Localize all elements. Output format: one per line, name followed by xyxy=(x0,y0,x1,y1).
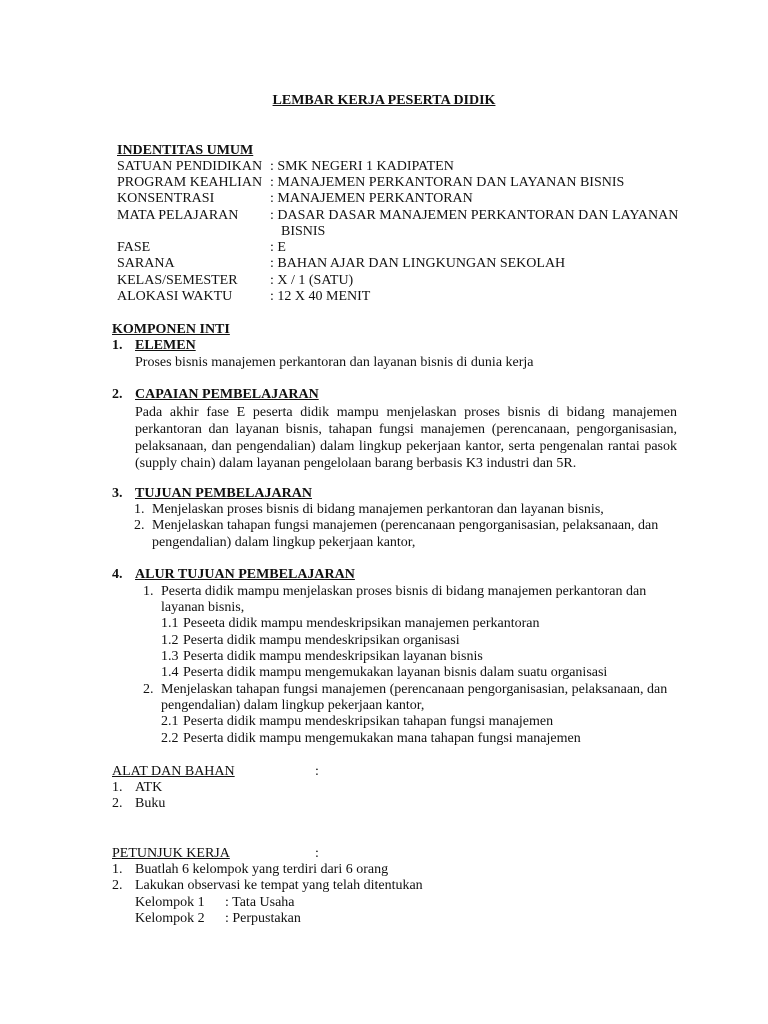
section-title: ALUR TUJUAN PEMBELAJARAN xyxy=(135,567,355,582)
sub-list-text: Peseeta didik mampu mendeskripsikan manajemen perkantoran xyxy=(183,616,540,631)
info-label: SATUAN PENDIDIKAN xyxy=(117,159,263,174)
list-number: 1. xyxy=(112,780,123,795)
info-value: BISNIS xyxy=(281,224,326,239)
section-number: 3. xyxy=(112,486,123,501)
list-text: Lakukan observasi ke tempat yang telah ditentukan xyxy=(135,878,423,893)
sub-list-number: 1.1 xyxy=(161,616,179,631)
elemen-text: Proses bisnis manajemen perkantoran dan layanan bisnis di dunia kerja xyxy=(135,355,534,370)
list-number: 2. xyxy=(143,682,154,697)
sub-list-text: Peserta didik mampu mendeskripsikan organisasi xyxy=(183,633,460,648)
section-title: CAPAIAN PEMBELAJARAN xyxy=(135,387,319,402)
section-number: 4. xyxy=(112,567,123,582)
sub-list-text: Peserta didik mampu mendeskripsikan layanan bisnis xyxy=(183,649,483,664)
section-number: 2. xyxy=(112,387,123,402)
kelompok-value: : Tata Usaha xyxy=(225,895,295,910)
sub-list-number: 1.3 xyxy=(161,649,179,664)
sub-list-number: 2.2 xyxy=(161,731,179,746)
sub-list-text: Peserta didik mampu mengemukakan mana tahapan fungsi manajemen xyxy=(183,731,581,746)
info-value: : X / 1 (SATU) xyxy=(270,273,354,288)
list-text: Menjelaskan tahapan fungsi manajemen (perencanaan pengorganisasian, pelaksanaan, dan xyxy=(152,518,659,533)
list-number: 2. xyxy=(134,518,145,533)
petunjuk-colon: : xyxy=(315,846,319,861)
komponen-heading: KOMPONEN INTI xyxy=(112,322,230,337)
info-value: : MANAJEMEN PERKANTORAN xyxy=(270,191,473,206)
section-title: ELEMEN xyxy=(135,338,196,353)
alat-heading: ALAT DAN BAHAN xyxy=(112,764,235,779)
info-value: : SMK NEGERI 1 KADIPATEN xyxy=(270,159,454,174)
list-text: pengendalian) dalam lingkup pekerjaan kantor, xyxy=(152,535,416,550)
info-label: KELAS/SEMESTER xyxy=(117,273,238,288)
info-label: ALOKASI WAKTU xyxy=(117,289,233,304)
list-text: Buku xyxy=(135,796,166,811)
list-number: 2. xyxy=(112,878,123,893)
list-text-cont: pengendalian) dalam lingkup pekerjaan kantor, xyxy=(161,698,425,713)
info-label: FASE xyxy=(117,240,151,255)
sub-list-number: 1.4 xyxy=(161,665,179,680)
petunjuk-heading: PETUNJUK KERJA xyxy=(112,846,230,861)
alat-colon: : xyxy=(315,764,319,779)
list-number: 1. xyxy=(134,502,145,517)
info-label: SARANA xyxy=(117,256,175,271)
section-title: TUJUAN PEMBELAJARAN xyxy=(135,486,312,501)
list-text: Buatlah 6 kelompok yang terdiri dari 6 orang xyxy=(135,862,389,877)
list-number: 1. xyxy=(143,584,154,599)
kelompok-value: : Perpustakan xyxy=(225,911,301,926)
sub-list-number: 2.1 xyxy=(161,714,179,729)
list-text: Menjelaskan proses bisnis di bidang manajemen perkantoran dan layanan bisnis, xyxy=(152,502,604,517)
info-value: : MANAJEMEN PERKANTORAN DAN LAYANAN BISNIS xyxy=(270,175,625,190)
sub-list-text: Peserta didik mampu mengemukakan layanan bisnis dalam suatu organisasi xyxy=(183,665,608,680)
list-text: ATK xyxy=(135,780,163,795)
info-label: MATA PELAJARAN xyxy=(117,208,239,223)
document-title: LEMBAR KERJA PESERTA DIDIK xyxy=(272,93,496,108)
sub-list-text: Peserta didik mampu mendeskripsikan tahapan fungsi manajemen xyxy=(183,714,554,729)
list-number: 1. xyxy=(112,862,123,877)
info-label: KONSENTRASI xyxy=(117,191,215,206)
info-value: : BAHAN AJAR DAN LINGKUNGAN SEKOLAH xyxy=(270,256,566,271)
capaian-paragraph: Pada akhir fase E peserta didik mampu menjelaskan proses bisnis di bidang manajemen perkantoran dan layanan bisnis, tahapan fungsi manajemen (perencanaan, pengorganisasian, pelaksanaan, dan pengendalian) dalam lingkup pekerjaan kantor, serta pengenalan rantai pasok (supply chain) dalam layanan pengelolaan barang berbasis K3 industri dan 5R. xyxy=(135,405,677,471)
list-text-cont: layanan bisnis, xyxy=(161,600,245,615)
kelompok-label: Kelompok 1 xyxy=(135,895,205,910)
list-text: Peserta didik mampu menjelaskan proses bisnis di bidang manajemen perkantoran dan xyxy=(161,584,647,599)
kelompok-label: Kelompok 2 xyxy=(135,911,205,926)
list-text: Menjelaskan tahapan fungsi manajemen (perencanaan pengorganisasian, pelaksanaan, dan xyxy=(161,682,668,697)
identitas-heading: INDENTITAS UMUM xyxy=(117,143,254,158)
info-value: : E xyxy=(270,240,286,255)
info-value: : 12 X 40 MENIT xyxy=(270,289,371,304)
info-label: PROGRAM KEAHLIAN xyxy=(117,175,263,190)
sub-list-number: 1.2 xyxy=(161,633,179,648)
section-number: 1. xyxy=(112,338,123,353)
list-number: 2. xyxy=(112,796,123,811)
info-value: : DASAR DASAR MANAJEMEN PERKANTORAN DAN LAYANAN xyxy=(270,208,679,223)
